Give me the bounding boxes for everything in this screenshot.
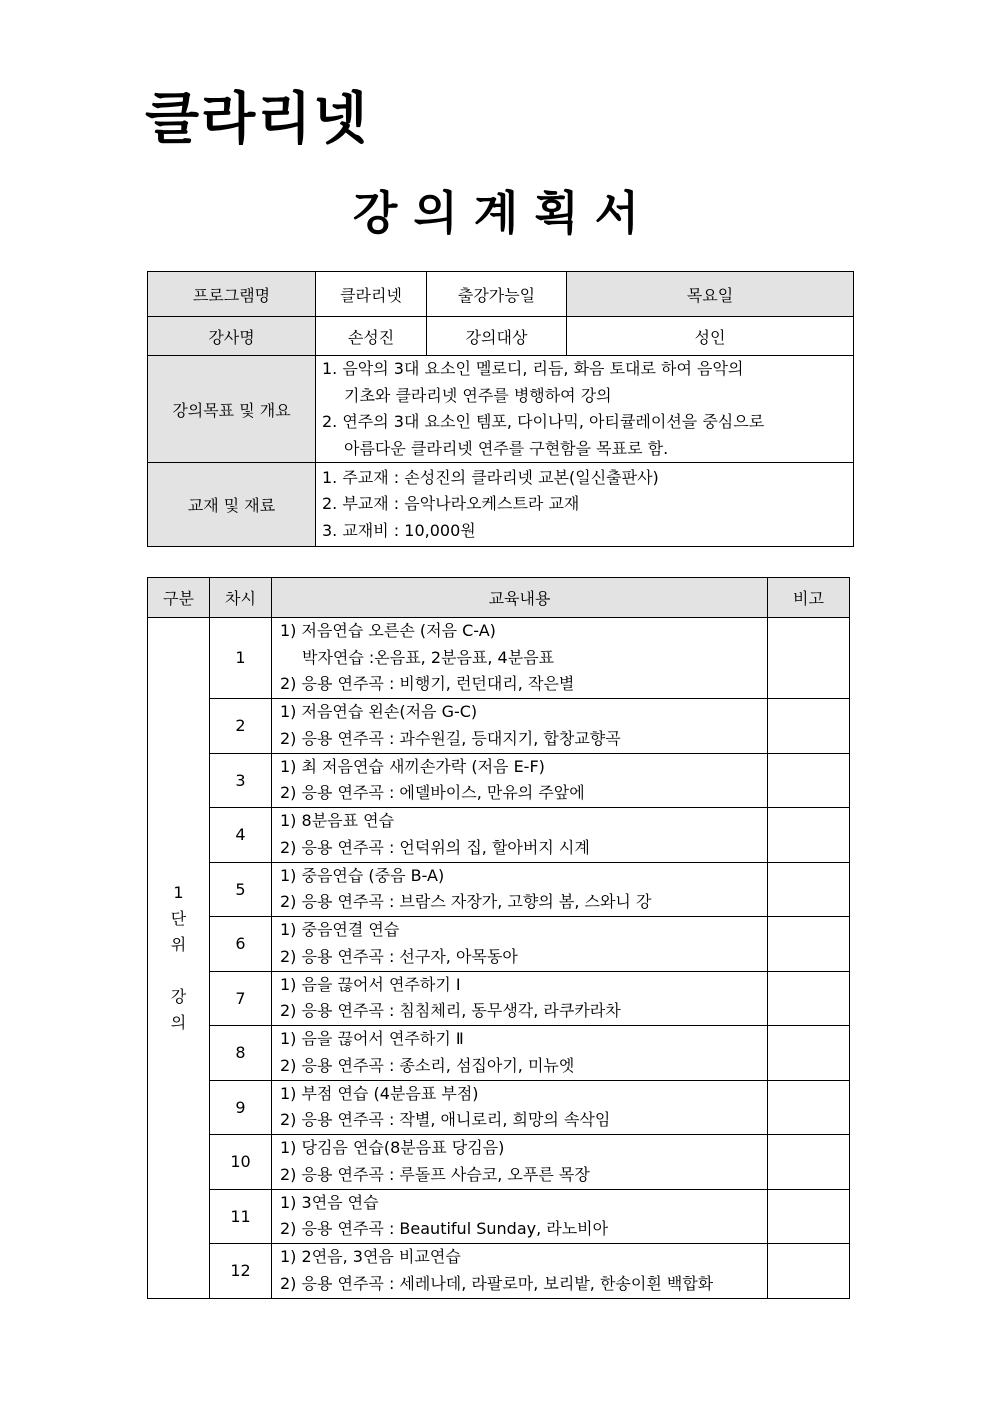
content-line: 1) 저음연습 오른손 (저음 C-A) — [280, 621, 496, 640]
note-cell — [768, 698, 850, 753]
category-header: 구분 — [148, 578, 210, 618]
session-number: 10 — [210, 1134, 272, 1189]
content-line: 1) 3연음 연습 — [280, 1192, 379, 1212]
content-cell — [272, 1025, 768, 1080]
content-cell — [272, 618, 768, 699]
goals-label: 강의목표 및 개요 — [148, 356, 316, 463]
content-line: 2) 응용 연주곡 : 침침체리, 동무생각, 라쿠카라차 — [280, 1001, 621, 1020]
content-line: 1) 중음연결 연습 — [280, 920, 400, 939]
session-number: 12 — [210, 1243, 272, 1298]
content-line: 박자연습 :온음표, 2분음표, 4분음표 — [302, 647, 555, 667]
content-line: 2) 응용 연주곡 : 작별, 애니로리, 희망의 속삭임 — [280, 1110, 611, 1129]
content-cell — [272, 971, 768, 1025]
materials-list — [316, 463, 854, 547]
material-line: 3. 교재비 : 10,000원 — [322, 520, 476, 540]
target-value: 성인 — [567, 317, 854, 356]
content-cell — [272, 1243, 768, 1298]
table-row — [148, 753, 850, 807]
content-line: 1) 저음연습 왼손(저음 G-C) — [280, 702, 478, 721]
content-line: 1) 8분음표 연습 — [280, 811, 395, 830]
note-cell — [768, 807, 850, 862]
content-cell — [272, 862, 768, 916]
content-line: 1) 당김음 연습(8분음표 당김음) — [280, 1138, 505, 1157]
content-line: 2) 응용 연주곡 : Beautiful Sunday, 라노비아 — [280, 1219, 609, 1238]
materials-label: 교재 및 재료 — [148, 463, 316, 547]
category-gap — [148, 958, 209, 984]
material-line: 2. 부교재 : 음악나라오케스트라 교재 — [322, 494, 580, 514]
table-row — [148, 916, 850, 971]
content-line: 2) 응용 연주곡 : 선구자, 아목동아 — [280, 946, 518, 966]
session-number: 7 — [210, 971, 272, 1025]
table-row — [148, 971, 850, 1025]
note-cell — [768, 1080, 850, 1134]
note-cell — [768, 753, 850, 807]
content-cell — [272, 1189, 768, 1243]
table-row — [148, 1189, 850, 1243]
table-row — [148, 862, 850, 916]
content-line: 2) 응용 연주곡 : 종소리, 섬집아기, 미뉴엣 — [280, 1055, 575, 1075]
goals-list — [316, 356, 854, 463]
content-line: 1) 2연음, 3연음 비교연습 — [280, 1247, 461, 1266]
table-row — [148, 1025, 850, 1080]
goal-line: 1. 음악의 3대 요소인 멜로디, 리듬, 화음 토대로 하여 음악의 — [322, 359, 744, 378]
content-line: 1) 음을 끊어서 연주하기 I — [280, 974, 461, 994]
session-number: 2 — [210, 698, 272, 753]
content-header: 교육내용 — [272, 578, 768, 618]
info-table — [147, 271, 854, 547]
note-cell — [768, 618, 850, 699]
content-line: 1) 중음연습 (중음 B-A) — [280, 865, 445, 885]
day-label: 출강가능일 — [427, 272, 567, 317]
category-char: 위 — [170, 934, 187, 954]
program-value: 클라리넷 — [316, 272, 427, 317]
session-number: 5 — [210, 862, 272, 916]
goal-line: 아름다운 클라리넷 연주를 구현함을 목표로 함. — [344, 438, 669, 458]
instructor-value: 손성진 — [316, 317, 427, 356]
day-value: 목요일 — [567, 272, 854, 317]
content-line: 2) 응용 연주곡 : 세레나데, 라팔로마, 보리밭, 한송이흰 백합화 — [280, 1273, 714, 1293]
table-row — [148, 807, 850, 862]
content-line: 2) 응용 연주곡 : 과수원길, 등대지기, 합창교향곡 — [280, 728, 621, 748]
session-number: 4 — [210, 807, 272, 862]
content-line: 1) 음을 끊어서 연주하기 Ⅱ — [280, 1029, 464, 1048]
content-line: 2) 응용 연주곡 : 언덕위의 집, 할아버지 시계 — [280, 837, 590, 857]
content-line: 2) 응용 연주곡 : 에델바이스, 만유의 주앞에 — [280, 783, 585, 802]
target-label: 강의대상 — [427, 317, 567, 356]
table-row — [148, 1080, 850, 1134]
content-cell — [272, 807, 768, 862]
content-cell — [272, 698, 768, 753]
note-cell — [768, 1134, 850, 1189]
session-number: 3 — [210, 753, 272, 807]
session-number: 11 — [210, 1189, 272, 1243]
session-number: 9 — [210, 1080, 272, 1134]
content-line: 2) 응용 연주곡 : 비행기, 런던대리, 작은별 — [280, 674, 575, 693]
content-cell — [272, 1134, 768, 1189]
schedule-table — [147, 577, 850, 1299]
session-number: 8 — [210, 1025, 272, 1080]
program-label: 프로그램명 — [148, 272, 316, 317]
note-cell — [768, 916, 850, 971]
content-line: 2) 응용 연주곡 : 브람스 자장가, 고향의 봄, 스와니 강 — [280, 892, 652, 911]
category-char: 강 — [170, 986, 187, 1006]
goal-line: 기초와 클라리넷 연주를 병행하여 강의 — [344, 385, 612, 405]
content-line: 2) 응용 연주곡 : 루돌프 사슴코, 오푸른 목장 — [280, 1164, 590, 1184]
content-line: 1) 부점 연습 (4분음표 부점) — [280, 1083, 479, 1103]
session-number: 1 — [210, 618, 272, 699]
note-header: 비고 — [768, 578, 850, 618]
note-cell — [768, 1025, 850, 1080]
table-row — [148, 1243, 850, 1298]
document-subtitle: 강 의 계 획 서 — [352, 186, 640, 240]
content-cell — [272, 1080, 768, 1134]
category-char: 의 — [170, 1012, 187, 1032]
note-cell — [768, 862, 850, 916]
note-cell — [768, 1243, 850, 1298]
category-char: 단 — [170, 908, 187, 928]
note-cell — [768, 1189, 850, 1243]
material-line: 1. 주교재 : 손성진의 클라리넷 교본(일신출판사) — [322, 467, 659, 487]
content-cell — [272, 753, 768, 807]
document-title: 클라리넷 — [145, 87, 370, 152]
note-cell — [768, 971, 850, 1025]
table-row — [148, 618, 850, 699]
category-cell — [148, 618, 210, 1299]
content-line: 1) 최 저음연습 새끼손가락 (저음 E-F) — [280, 756, 545, 776]
category-char: 1 — [173, 882, 184, 902]
session-number: 6 — [210, 916, 272, 971]
table-row — [148, 698, 850, 753]
content-cell — [272, 916, 768, 971]
goal-line: 2. 연주의 3대 요소인 템포, 다이나믹, 아티큘레이션을 중심으로 — [322, 412, 765, 431]
table-row — [148, 1134, 850, 1189]
instructor-label: 강사명 — [148, 317, 316, 356]
session-header: 차시 — [210, 578, 272, 618]
